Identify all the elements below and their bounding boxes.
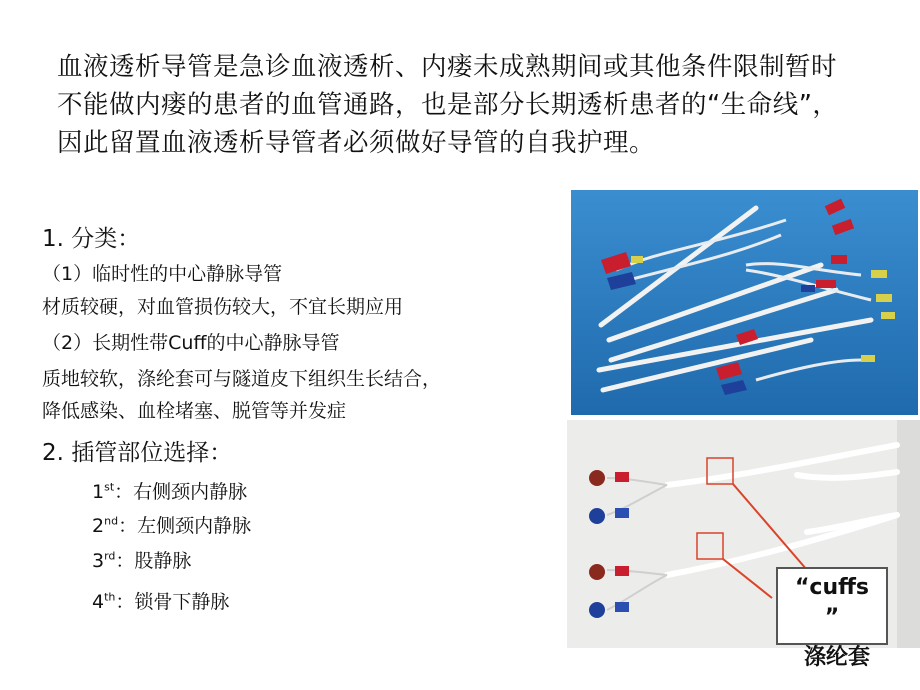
cuffed-catheter-desc-1: 质地较软，涤纶套可与隧道皮下组织生长结合， (42, 368, 442, 390)
site-option-3: 3rd：股静脉 (92, 549, 192, 572)
cuffed-catheter-title: （2）长期性带Cuff的中心静脉导管 (42, 332, 340, 354)
cuffs-callout (776, 567, 888, 645)
section2-heading: 2. 插管部位选择： (42, 440, 233, 466)
intro-paragraph: 血液透析导管是急诊血液透析、内瘘未成熟期间或其他条件限制暂时不能做内瘘的患者的血管通路，也是部分长期透析患者的“生命线”，因此留置血液透析导管者必须做好导管的自我护理。 (57, 52, 839, 158)
cuffs-callout-line1: “cuffs (794, 575, 870, 600)
cuffs-callout-line2: ” (824, 605, 840, 630)
site-option-2: 2nd：左侧颈内静脉 (92, 514, 252, 537)
cuffed-catheter-desc-2: 降低感染、血栓堵塞、脱管等并发症 (42, 400, 347, 422)
section1-heading: 1. 分类： (42, 226, 141, 252)
temporary-catheter-desc: 材质较硬，对血管损伤较大，不宜长期应用 (42, 296, 404, 318)
temporary-catheter-title: （1）临时性的中心静脉导管 (42, 263, 283, 285)
cuffs-callout-label: 涤纶套 (804, 645, 871, 670)
site-option-4: 4th：锁骨下静脉 (92, 590, 230, 613)
catheter-photo-temporary (571, 190, 918, 415)
site-option-1: 1st：右侧颈内静脉 (92, 480, 248, 503)
